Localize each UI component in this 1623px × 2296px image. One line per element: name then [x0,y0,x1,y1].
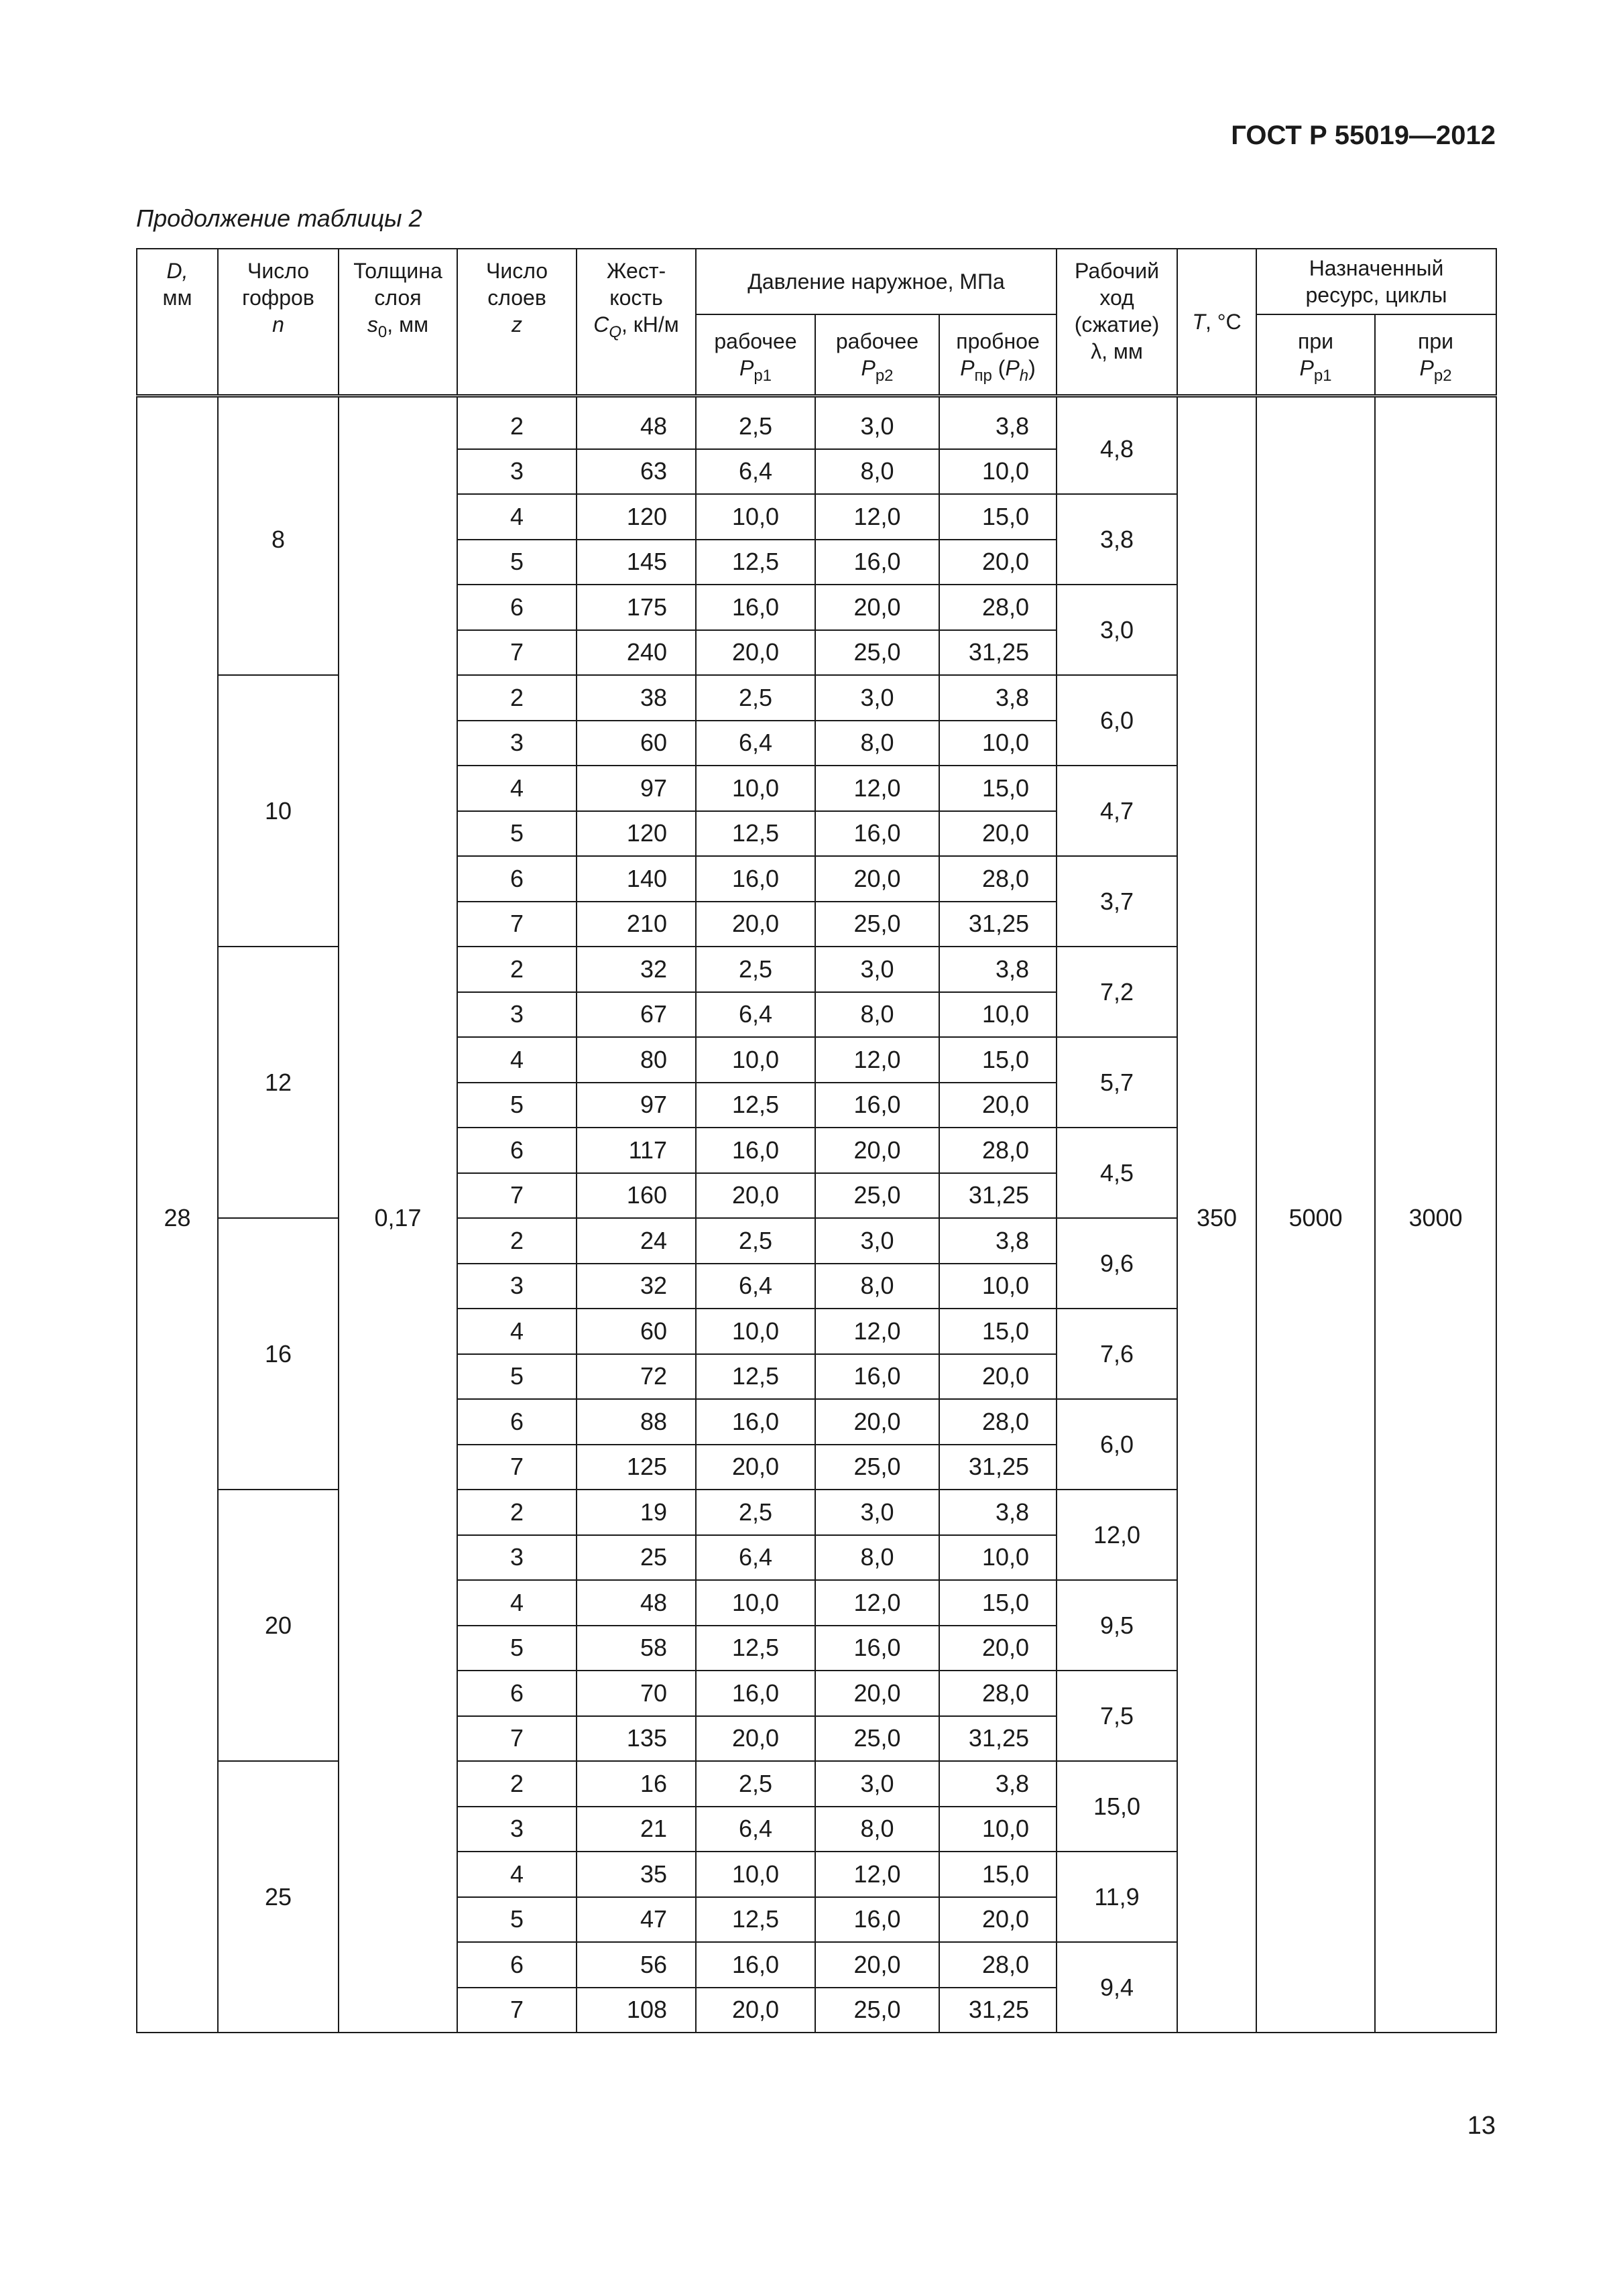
cell-stiffness: 97 [577,766,696,811]
cell-working-p1: 6,4 [696,1264,815,1309]
cell-stiffness: 32 [577,1264,696,1309]
cell-test-pressure: 28,0 [939,856,1057,902]
cell-test-pressure: 15,0 [939,766,1057,811]
cell-corrugations: 12 [218,947,339,1218]
cell-stiffness: 120 [577,811,696,857]
cell-layers: 3 [457,449,577,495]
cell-stiffness: 120 [577,494,696,540]
cell-working-p2: 25,0 [815,630,939,676]
cell-working-p1: 10,0 [696,1580,815,1626]
cell-working-p1: 20,0 [696,1716,815,1762]
cell-layers: 5 [457,1626,577,1671]
cell-working-p2: 20,0 [815,856,939,902]
cell-test-pressure: 15,0 [939,494,1057,540]
cell-layers: 2 [457,675,577,721]
cell-layers: 6 [457,1942,577,1988]
cell-working-stroke: 7,2 [1057,947,1177,1037]
cell-working-p1: 12,5 [696,1897,815,1943]
cell-working-stroke: 7,6 [1057,1309,1177,1399]
cell-working-p1: 12,5 [696,1626,815,1671]
cell-layers: 5 [457,1354,577,1400]
document-id: ГОСТ Р 55019—2012 [1231,121,1496,150]
cell-stiffness: 35 [577,1852,696,1897]
cell-working-p2: 25,0 [815,1988,939,2033]
table-body [137,396,1496,2033]
cell-test-pressure: 10,0 [939,1807,1057,1852]
cell-working-p1: 16,0 [696,1671,815,1716]
cell-layers: 3 [457,1264,577,1309]
cell-stiffness: 80 [577,1037,696,1083]
cell-stiffness: 88 [577,1399,696,1445]
cell-layers: 2 [457,1490,577,1535]
cell-stiffness: 72 [577,1354,696,1400]
cell-stiffness: 48 [577,396,696,449]
header-temperature: T, °С [1177,249,1256,396]
cell-layers: 4 [457,494,577,540]
cell-layers: 7 [457,1716,577,1762]
cell-layers: 4 [457,1580,577,1626]
cell-stiffness: 140 [577,856,696,902]
cell-working-p2: 25,0 [815,1173,939,1219]
cell-test-pressure: 28,0 [939,1128,1057,1173]
cell-test-pressure: 15,0 [939,1580,1057,1626]
cell-test-pressure: 20,0 [939,1626,1057,1671]
cell-test-pressure: 3,8 [939,947,1057,992]
cell-working-p2: 16,0 [815,1626,939,1671]
cell-layers: 3 [457,1535,577,1581]
cell-working-p2: 25,0 [815,1716,939,1762]
cell-working-p2: 3,0 [815,396,939,449]
page-number: 13 [1467,2112,1496,2140]
cell-test-pressure: 10,0 [939,992,1057,1038]
cell-working-p2: 8,0 [815,1264,939,1309]
cell-layers: 6 [457,856,577,902]
cell-stiffness: 21 [577,1807,696,1852]
cell-working-p1: 20,0 [696,1988,815,2033]
header-working-p2: рабочее $P_{р2}$ [815,314,939,396]
cell-working-p1: 12,5 [696,1083,815,1128]
cell-stiffness: 160 [577,1173,696,1219]
cell-corrugations: 16 [218,1218,339,1490]
cell-working-stroke: 4,7 [1057,766,1177,856]
cell-working-p1: 16,0 [696,856,815,902]
cell-working-p1: 10,0 [696,494,815,540]
cell-working-p2: 20,0 [815,585,939,630]
cell-working-stroke: 6,0 [1057,675,1177,766]
cell-test-pressure: 20,0 [939,811,1057,857]
cell-working-stroke: 9,6 [1057,1218,1177,1309]
cell-test-pressure: 20,0 [939,1354,1057,1400]
cell-working-stroke: 3,7 [1057,856,1177,947]
cell-working-p1: 10,0 [696,1852,815,1897]
header-layers: Число слоев z [457,249,577,396]
cell-working-p1: 12,5 [696,1354,815,1400]
cell-working-p2: 12,0 [815,1037,939,1083]
cell-test-pressure: 10,0 [939,721,1057,766]
cell-working-p2: 16,0 [815,540,939,585]
cell-working-p2: 20,0 [815,1128,939,1173]
cell-corrugations: 25 [218,1761,339,2033]
cell-working-stroke: 3,8 [1057,494,1177,585]
cell-working-p1: 16,0 [696,585,815,630]
cell-working-p2: 8,0 [815,449,939,495]
cell-layers: 7 [457,902,577,947]
cell-working-p2: 8,0 [815,1535,939,1581]
cell-working-p1: 2,5 [696,1490,815,1535]
cell-diameter: 28 [137,396,218,2033]
cell-layers: 6 [457,1671,577,1716]
header-diameter: D, мм [137,249,218,396]
cell-test-pressure: 31,25 [939,1445,1057,1490]
cell-stiffness: 135 [577,1716,696,1762]
cell-working-p2: 16,0 [815,1083,939,1128]
cell-corrugations: 10 [218,675,339,947]
cell-working-p2: 12,0 [815,1852,939,1897]
cell-working-stroke: 4,5 [1057,1128,1177,1218]
cell-layers: 7 [457,1445,577,1490]
cell-stiffness: 24 [577,1218,696,1264]
cell-stiffness: 63 [577,449,696,495]
cell-layers: 2 [457,396,577,449]
cell-working-stroke: 3,0 [1057,585,1177,675]
table-caption: Продолжение таблицы 2 [136,204,422,232]
cell-resource-p2: 3000 [1375,396,1496,2033]
cell-layers: 7 [457,630,577,676]
cell-working-p2: 16,0 [815,1354,939,1400]
cell-working-p1: 6,4 [696,1535,815,1581]
cell-layers: 5 [457,1897,577,1943]
header-corrugations: Число гофров n [218,249,339,396]
cell-working-p1: 16,0 [696,1942,815,1988]
cell-working-p1: 20,0 [696,1173,815,1219]
cell-working-stroke: 11,9 [1057,1852,1177,1942]
cell-working-stroke: 5,7 [1057,1037,1177,1128]
cell-layers: 4 [457,1852,577,1897]
cell-test-pressure: 3,8 [939,396,1057,449]
cell-working-p2: 8,0 [815,992,939,1038]
cell-stiffness: 60 [577,1309,696,1354]
cell-working-p1: 2,5 [696,947,815,992]
header-layer-thickness: Толщина слоя $s_0$, мм [339,249,457,396]
cell-test-pressure: 15,0 [939,1309,1057,1354]
cell-test-pressure: 28,0 [939,1942,1057,1988]
cell-working-p1: 2,5 [696,1218,815,1264]
cell-stiffness: 56 [577,1942,696,1988]
cell-test-pressure: 31,25 [939,1173,1057,1219]
cell-test-pressure: 10,0 [939,449,1057,495]
cell-layers: 5 [457,1083,577,1128]
cell-working-p1: 10,0 [696,1309,815,1354]
cell-working-p2: 25,0 [815,902,939,947]
cell-test-pressure: 3,8 [939,675,1057,721]
cell-corrugations: 8 [218,396,339,676]
cell-layers: 5 [457,811,577,857]
cell-working-p2: 20,0 [815,1671,939,1716]
cell-stiffness: 210 [577,902,696,947]
header-stiffness: Жест- кость $C_Q$, кН/м [577,249,696,396]
cell-layer-thickness: 0,17 [339,396,457,2033]
cell-working-p2: 12,0 [815,1309,939,1354]
table-row [137,396,1496,449]
cell-layers: 7 [457,1173,577,1219]
cell-layers: 2 [457,947,577,992]
cell-stiffness: 32 [577,947,696,992]
header-resource: Назначенный ресурс, циклы [1256,249,1496,314]
cell-working-p1: 2,5 [696,1761,815,1807]
cell-layers: 6 [457,1399,577,1445]
header-working-stroke: Рабочий ход (сжатие) λ, мм [1057,249,1177,396]
cell-working-stroke: 12,0 [1057,1490,1177,1580]
cell-working-p1: 20,0 [696,1445,815,1490]
cell-working-p2: 16,0 [815,811,939,857]
cell-working-p1: 20,0 [696,630,815,676]
cell-working-p1: 20,0 [696,902,815,947]
cell-working-p2: 3,0 [815,1218,939,1264]
cell-working-p1: 2,5 [696,396,815,449]
cell-working-p1: 6,4 [696,449,815,495]
cell-working-p1: 2,5 [696,675,815,721]
cell-layers: 3 [457,1807,577,1852]
cell-working-p1: 16,0 [696,1399,815,1445]
cell-layers: 3 [457,721,577,766]
cell-stiffness: 175 [577,585,696,630]
cell-temperature: 350 [1177,396,1256,2033]
cell-working-stroke: 9,5 [1057,1580,1177,1671]
cell-stiffness: 67 [577,992,696,1038]
header-resource-p2: при $P_{р2}$ [1375,314,1496,396]
cell-working-p2: 8,0 [815,1807,939,1852]
cell-working-p2: 12,0 [815,766,939,811]
cell-layers: 4 [457,1309,577,1354]
cell-working-p2: 3,0 [815,947,939,992]
cell-test-pressure: 28,0 [939,1399,1057,1445]
cell-working-p1: 12,5 [696,811,815,857]
cell-working-p1: 6,4 [696,1807,815,1852]
cell-stiffness: 145 [577,540,696,585]
cell-working-p2: 3,0 [815,1490,939,1535]
cell-layers: 5 [457,540,577,585]
cell-working-p1: 6,4 [696,992,815,1038]
cell-layers: 6 [457,585,577,630]
cell-test-pressure: 10,0 [939,1264,1057,1309]
cell-working-stroke: 6,0 [1057,1399,1177,1490]
cell-layers: 6 [457,1128,577,1173]
cell-working-p2: 12,0 [815,494,939,540]
header-test-pressure: пробное $P_{пр}$ $(P_h)$ [939,314,1057,396]
cell-test-pressure: 31,25 [939,630,1057,676]
cell-working-stroke: 15,0 [1057,1761,1177,1852]
header-resource-p1: при $P_{р1}$ [1256,314,1375,396]
cell-stiffness: 48 [577,1580,696,1626]
cell-working-p2: 8,0 [815,721,939,766]
cell-test-pressure: 31,25 [939,1716,1057,1762]
cell-test-pressure: 31,25 [939,1988,1057,2033]
cell-test-pressure: 3,8 [939,1218,1057,1264]
cell-stiffness: 240 [577,630,696,676]
cell-working-stroke: 7,5 [1057,1671,1177,1761]
cell-layers: 2 [457,1218,577,1264]
cell-layers: 4 [457,766,577,811]
cell-working-p1: 6,4 [696,721,815,766]
header-external-pressure: Давление наружное, МПа [696,249,1057,314]
cell-test-pressure: 31,25 [939,902,1057,947]
cell-test-pressure: 15,0 [939,1037,1057,1083]
cell-stiffness: 47 [577,1897,696,1943]
cell-layers: 3 [457,992,577,1038]
cell-stiffness: 19 [577,1490,696,1535]
header-working-p1: рабочее $P_{р1}$ [696,314,815,396]
cell-test-pressure: 3,8 [939,1761,1057,1807]
cell-corrugations: 20 [218,1490,339,1761]
cell-resource-p1: 5000 [1256,396,1375,2033]
cell-stiffness: 70 [577,1671,696,1716]
cell-working-p2: 20,0 [815,1399,939,1445]
cell-stiffness: 108 [577,1988,696,2033]
cell-layers: 2 [457,1761,577,1807]
cell-working-p1: 12,5 [696,540,815,585]
cell-working-p1: 10,0 [696,1037,815,1083]
cell-working-p1: 10,0 [696,766,815,811]
cell-working-stroke: 9,4 [1057,1942,1177,2033]
cell-test-pressure: 20,0 [939,1897,1057,1943]
cell-working-p2: 25,0 [815,1445,939,1490]
cell-stiffness: 38 [577,675,696,721]
cell-test-pressure: 3,8 [939,1490,1057,1535]
cell-test-pressure: 20,0 [939,1083,1057,1128]
cell-working-p2: 3,0 [815,675,939,721]
cell-stiffness: 97 [577,1083,696,1128]
cell-stiffness: 58 [577,1626,696,1671]
cell-working-stroke: 4,8 [1057,396,1177,495]
cell-working-p2: 20,0 [815,1942,939,1988]
cell-stiffness: 125 [577,1445,696,1490]
cell-stiffness: 117 [577,1128,696,1173]
cell-stiffness: 60 [577,721,696,766]
cell-working-p2: 3,0 [815,1761,939,1807]
cell-test-pressure: 28,0 [939,1671,1057,1716]
cell-test-pressure: 28,0 [939,585,1057,630]
cell-working-p2: 12,0 [815,1580,939,1626]
cell-test-pressure: 15,0 [939,1852,1057,1897]
cell-stiffness: 25 [577,1535,696,1581]
cell-layers: 7 [457,1988,577,2033]
cell-working-p1: 16,0 [696,1128,815,1173]
cell-layers: 4 [457,1037,577,1083]
cell-stiffness: 16 [577,1761,696,1807]
cell-test-pressure: 10,0 [939,1535,1057,1581]
parameters-table [136,248,1497,2033]
cell-working-p2: 16,0 [815,1897,939,1943]
cell-test-pressure: 20,0 [939,540,1057,585]
